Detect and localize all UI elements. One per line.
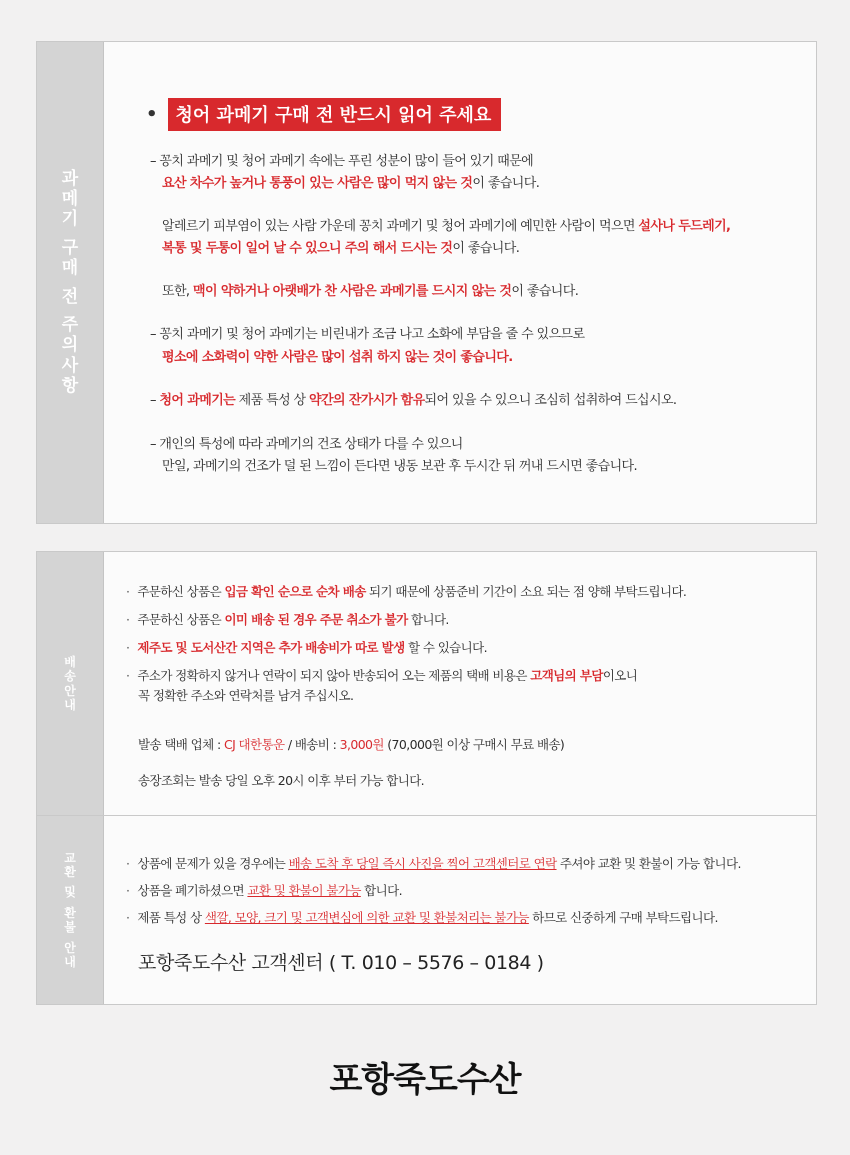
- side-label-char: 환: [64, 865, 76, 880]
- side-label-char: 불: [64, 920, 76, 935]
- side-label-char: 주: [61, 314, 79, 335]
- caution-line-8: – 청어 과메기는 제품 특성 상 약간의 잔가시가 함유되어 있을 수 있으니 조심히 섭취하여 드십시오.: [150, 393, 677, 408]
- caution-line-1: – 꽁치 과메기 및 청어 과메기 속에는 푸린 성분이 많이 들어 있기 때문에: [150, 154, 534, 169]
- caution-headline: [146, 98, 501, 131]
- shipping-side-text: [64, 655, 76, 713]
- brand-logo-text: 포항죽도수산: [329, 1060, 521, 1100]
- shipping-panel: [36, 551, 817, 815]
- caution-line-6: – 꽁치 과메기 및 청어 과메기는 비린내가 조금 나고 소화에 부담을 줄 수 있으므로: [150, 327, 585, 342]
- side-label-char: 내: [64, 697, 76, 712]
- refund-side-text: [64, 851, 76, 970]
- bullet-dot-icon: •: [146, 104, 158, 125]
- side-label-char: 메: [61, 188, 79, 209]
- caution-content: [104, 42, 816, 523]
- side-label-char: 송: [64, 669, 76, 684]
- side-label-char: [62, 279, 78, 287]
- refund-panel: [36, 815, 817, 1005]
- side-label-char: 안: [64, 683, 76, 698]
- caution-line-9: – 개인의 특성에 따라 과메기의 건조 상태가 다를 수 있으니: [150, 437, 463, 452]
- caution-headline-text: 청어 과메기 구매 전 반드시 읽어 주세요: [168, 98, 502, 131]
- side-label-char: 환: [64, 905, 76, 920]
- side-label-char: 구: [61, 237, 79, 258]
- side-label-char: 내: [64, 954, 76, 969]
- shipping-item-1: · 주문하신 상품은 입금 확인 순으로 순차 배송 되기 때문에 상품준비 기간이 소요 되는 점 양해 부탁드립니다.: [126, 584, 687, 599]
- caution-line-2: 요산 차수가 높거나 통풍이 있는 사람은 많이 먹지 않는 것이 좋습니다.: [162, 176, 540, 191]
- shipping-item-2: · 주문하신 상품은 이미 배송 된 경우 주문 취소가 불가 합니다.: [126, 612, 449, 627]
- side-label-char: 사: [61, 355, 79, 376]
- side-label-char: 매: [61, 258, 79, 279]
- refund-content: [104, 816, 816, 1004]
- side-label-char: 항: [61, 376, 79, 397]
- side-label-char: 기: [61, 209, 79, 230]
- caution-line-4: 복통 및 두통이 일어 날 수 있으니 주의 해서 드시는 것이 좋습니다.: [162, 241, 520, 256]
- side-label-char: 전: [61, 286, 79, 307]
- side-label-char: [62, 230, 78, 238]
- caution-side-text: [62, 169, 78, 397]
- shipping-content: [104, 552, 816, 815]
- shipping-side-label: [37, 552, 104, 815]
- side-label-char: 과: [61, 168, 79, 189]
- caution-line-3: 알레르기 피부염이 있는 사람 가운데 꽁치 과메기 및 청어 과메기에 예민한 사람이 먹으면 설사나 두드레기,: [162, 219, 731, 234]
- side-label-char: 교: [64, 850, 76, 865]
- side-label-char: 및: [64, 885, 76, 900]
- caution-line-7: 평소에 소화력이 약한 사람은 많이 섭취 하지 않는 것이 좋습니다.: [162, 350, 513, 365]
- caution-line-10: 만일, 과메기의 건조가 덜 된 느낌이 든다면 냉동 보관 후 두시간 뒤 꺼내 드시면 좋습니다.: [162, 459, 638, 474]
- refund-item-1: · 상품에 문제가 있을 경우에는 배송 도착 후 당일 즉시 사진을 찍어 고객센터로 연락 주셔야 교환 및 환불이 가능 합니다.: [126, 856, 741, 871]
- side-label-char: [62, 307, 78, 315]
- shipping-item-4: · 주소가 정확하지 않거나 연락이 되지 않아 반송되어 오는 제품의 택배 비용은 고객님의 부담이오니: [126, 668, 638, 683]
- caution-panel: [36, 41, 817, 524]
- tracking-info: 송장조회는 발송 당일 오후 20시 이후 부터 가능 합니다.: [138, 773, 425, 788]
- side-label-char: 안: [64, 940, 76, 955]
- courier-info: 발송 택배 업체 : CJ 대한통운 / 배송비 : 3,000원 (70,000원 이상 구매시 무료 배송): [138, 737, 565, 752]
- customer-center-contact: 포항죽도수산 고객센터 ( T. 010 – 5576 – 0184 ): [138, 952, 544, 974]
- shipping-item-3: · 제주도 및 도서산간 지역은 추가 배송비가 따로 발생 할 수 있습니다.: [126, 640, 487, 655]
- refund-item-2: · 상품을 폐기하셨으면 교환 및 환불이 불가능 합니다.: [126, 883, 402, 898]
- caution-side-label: [37, 42, 104, 523]
- side-label-char: 배: [64, 654, 76, 669]
- refund-side-label: [37, 816, 104, 1004]
- shipping-item-4-cont: 꼭 정확한 주소와 연락처를 남겨 주십시오.: [138, 688, 354, 703]
- caution-line-5: 또한, 맥이 약하거나 아랫배가 찬 사람은 과메기를 드시지 않는 것이 좋습니다.: [162, 284, 579, 299]
- refund-item-3: · 제품 특성 상 색깔, 모양, 크기 및 고객변심에 의한 교환 및 환불처리는 불가능 하므로 신중하게 구매 부탁드립니다.: [126, 910, 718, 925]
- side-label-char: 의: [61, 335, 79, 356]
